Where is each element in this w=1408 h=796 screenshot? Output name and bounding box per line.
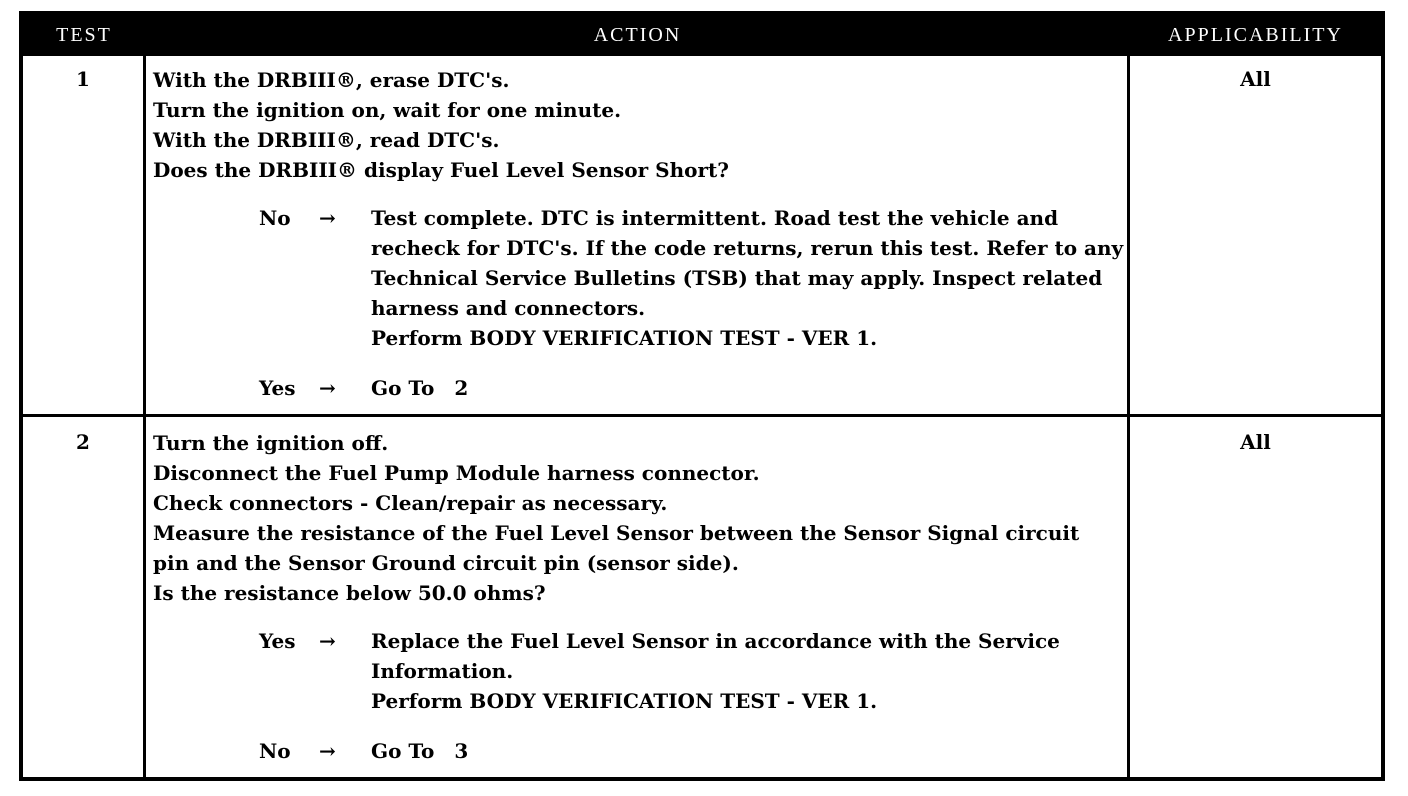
action-step: With the DRBIII®, erase DTC's. xyxy=(153,68,510,92)
response-text: Test complete. DTC is intermittent. Road test the vehicle and xyxy=(371,206,1059,230)
diagnostic-table xyxy=(19,11,1385,781)
action-step: Check connectors - Clean/repair as necessary. xyxy=(153,491,668,515)
goto-number: 3 xyxy=(454,739,469,763)
action-cell xyxy=(153,65,1124,403)
response-answer: No xyxy=(259,206,291,230)
action-step: Measure the resistance of the Fuel Level Sensor between the Sensor Signal circuit xyxy=(153,521,1080,545)
response-no xyxy=(153,736,1121,766)
response-text: Technical Service Bulletins (TSB) that may apply. Inspect related xyxy=(371,266,1103,290)
response-text: recheck for DTC's. If the code returns, rerun this test. Refer to any xyxy=(371,236,1124,260)
response-answer: Yes xyxy=(259,629,296,653)
header-applicability: APPLICABILITY xyxy=(1168,24,1343,46)
action-step: With the DRBIII®, read DTC's. xyxy=(153,128,500,152)
goto-label: Go To xyxy=(371,376,435,400)
action-cell xyxy=(153,428,1121,766)
arrow-right-icon: → xyxy=(319,206,336,230)
action-step: Does the DRBIII® display Fuel Level Sensor Short? xyxy=(153,158,729,182)
response-no xyxy=(153,203,1121,233)
arrow-right-icon: → xyxy=(319,629,336,653)
applicability-value: All xyxy=(1240,430,1271,454)
goto-number: 2 xyxy=(454,376,469,400)
arrow-right-icon: → xyxy=(319,376,336,400)
response-text: Perform BODY VERIFICATION TEST - VER 1. xyxy=(371,689,878,713)
action-step: pin and the Sensor Ground circuit pin (sensor side). xyxy=(153,551,739,575)
action-step: Turn the ignition off. xyxy=(153,431,389,455)
response-answer: No xyxy=(259,739,291,763)
action-step: Disconnect the Fuel Pump Module harness connector. xyxy=(153,461,760,485)
response-text: Replace the Fuel Level Sensor in accordance with the Service xyxy=(371,629,1060,653)
response-text: Perform BODY VERIFICATION TEST - VER 1. xyxy=(371,326,878,350)
test-number: 1 xyxy=(76,67,90,91)
header-action: ACTION xyxy=(593,24,682,46)
response-answer: Yes xyxy=(259,376,296,400)
goto-reference xyxy=(371,736,1123,766)
goto-label: Go To xyxy=(371,739,435,763)
response-text: harness and connectors. xyxy=(371,296,646,320)
test-number: 2 xyxy=(76,430,90,454)
action-step: Is the resistance below 50.0 ohms? xyxy=(153,581,546,605)
applicability-value: All xyxy=(1240,67,1271,91)
arrow-right-icon: → xyxy=(319,739,336,763)
response-yes xyxy=(153,626,1121,656)
goto-reference xyxy=(371,373,1123,403)
response-text: Information. xyxy=(371,659,514,683)
row-divider xyxy=(23,414,1381,417)
header-test: TEST xyxy=(56,24,112,46)
table-header xyxy=(23,15,1381,56)
action-step: Turn the ignition on, wait for one minute. xyxy=(153,98,622,122)
response-yes xyxy=(153,373,1121,403)
